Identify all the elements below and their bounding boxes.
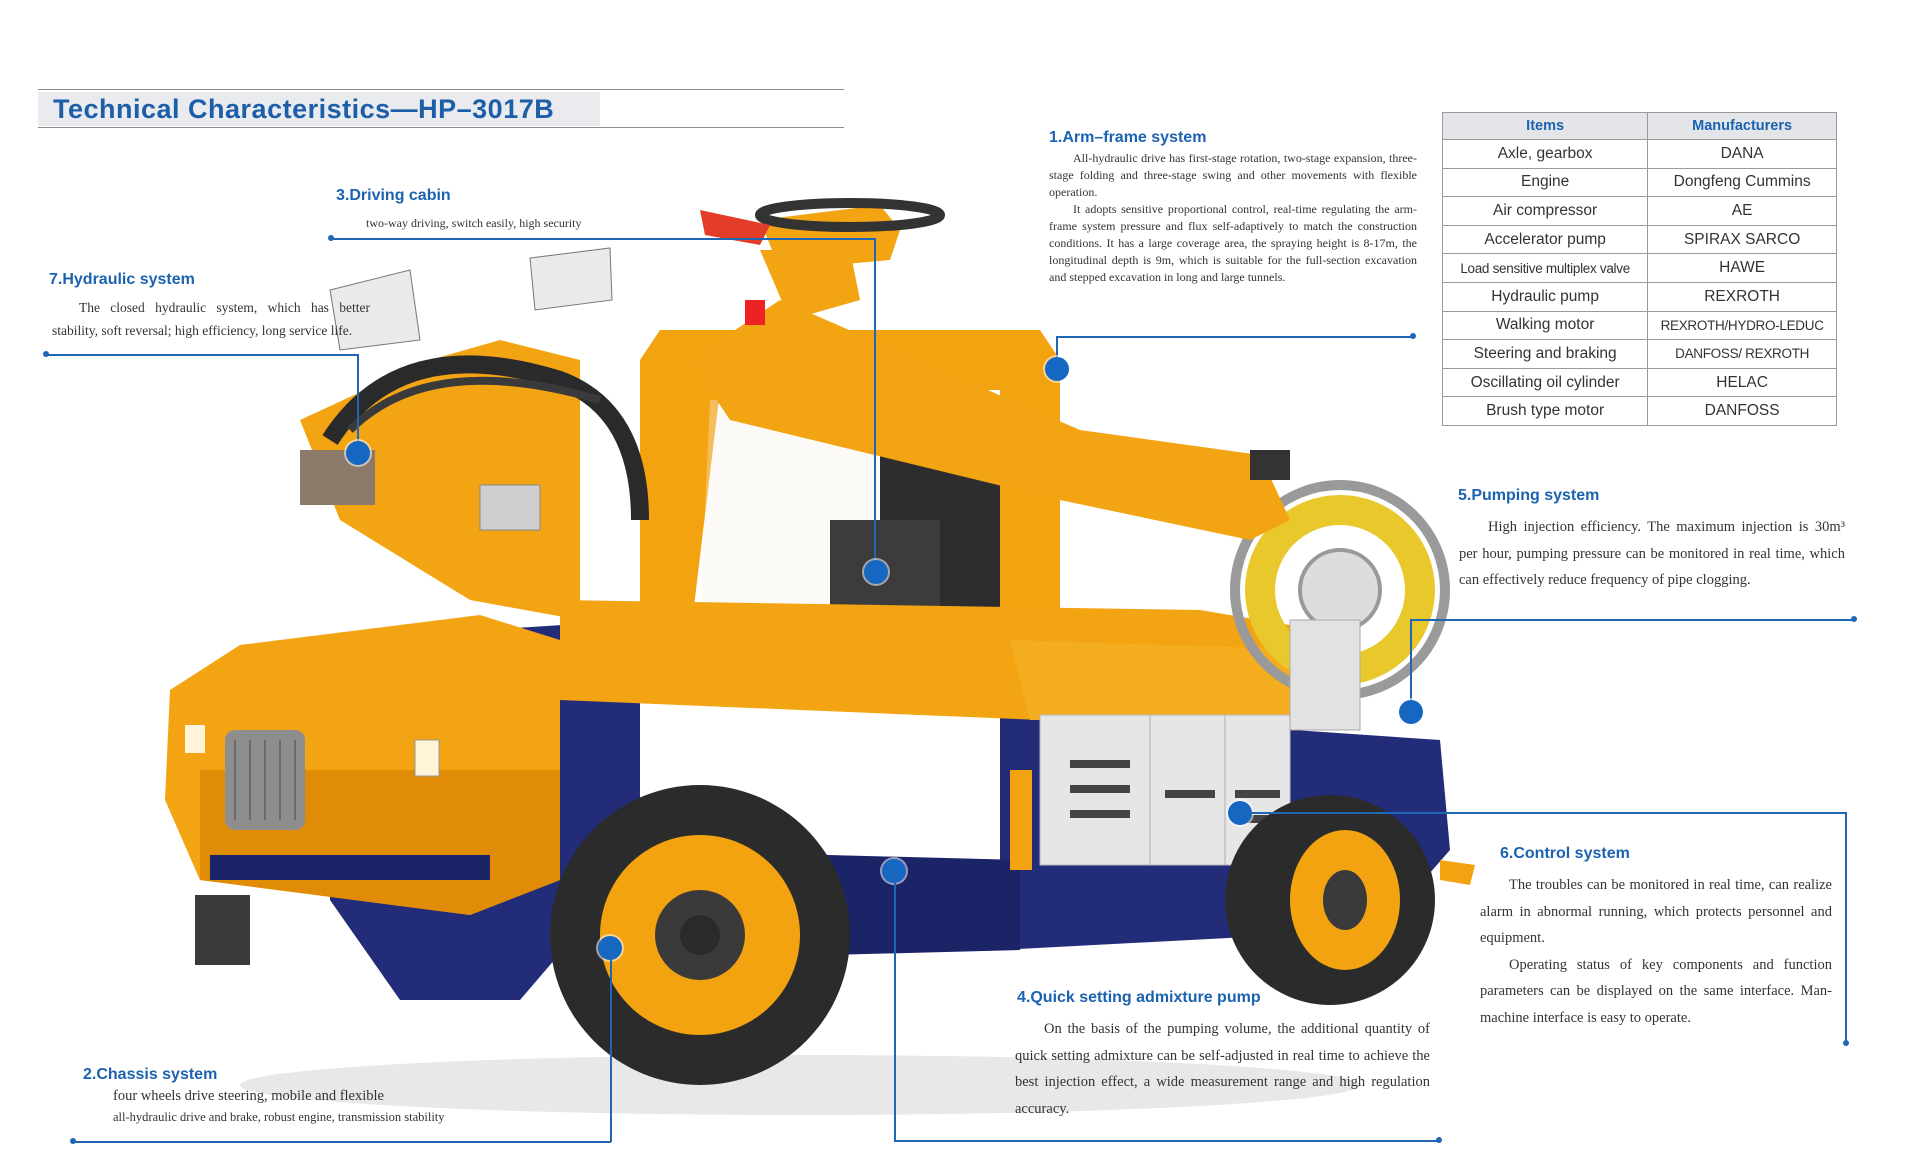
chassis-leader-v (610, 948, 612, 1142)
manufacturers-table (1442, 112, 1837, 426)
control-paragraph-2: Operating status of key components and function parameters can be displayed on the same interface. Man-machine interface is easy to operate. (1480, 956, 1832, 1026)
driving-cabin-text: two-way driving, switch easily, high security (366, 216, 582, 230)
arm-frame-paragraph-1: All-hydraulic drive has first-stage rotation, two-stage expansion, three-stage folding and three-stage swing and other movements with flexible operation. (1049, 151, 1417, 199)
table-header-row (1443, 113, 1837, 140)
page-title: Technical Characteristics—HP–3017B (53, 94, 555, 124)
pumping-paragraph: High injection efficiency. The maximum injection is 30m³ per hour, pumping pressure can be monitored in real time, which can effectively reduce frequency of pipe clogging. (1459, 519, 1845, 588)
table-row (1443, 368, 1837, 397)
item-cell: Air compressor (1443, 197, 1648, 226)
chassis-text-line-2: all-hydraulic drive and brake, robust engine, transmission stability (113, 1110, 445, 1124)
hydraulic-leader-v (357, 354, 359, 452)
manufacturer-cell: HELAC (1648, 368, 1837, 397)
table-row (1443, 225, 1837, 254)
manufacturer-cell: SPIRAX SARCO (1648, 225, 1837, 254)
driving-cabin-leader-h (331, 238, 875, 240)
item-cell: Steering and braking (1443, 340, 1648, 369)
hydraulic-leader-h (46, 354, 358, 356)
control-title: 6.Control system (1500, 845, 1630, 862)
chassis-text-line-1: four wheels drive steering, mobile and flexible (113, 1088, 384, 1104)
manufacturer-cell: REXROTH/HYDRO-LEDUC (1648, 311, 1837, 340)
driving-cabin-marker (864, 560, 888, 584)
admixture-pump-paragraph: On the basis of the pumping volume, the additional quantity of quick setting admixture can be self-adjusted in real time to achieve the best injection effect, a wide measurement range and high regulation accuracy. (1015, 1021, 1430, 1117)
arm-frame-marker (1045, 357, 1069, 381)
manufacturer-cell: DANFOSS (1648, 397, 1837, 426)
manufacturer-cell: AE (1648, 197, 1837, 226)
item-cell: Accelerator pump (1443, 225, 1648, 254)
hydraulic-marker (346, 441, 370, 465)
chassis-title: 2.Chassis system (83, 1066, 218, 1083)
item-cell: Axle, gearbox (1443, 140, 1648, 169)
table-row (1443, 340, 1837, 369)
pumping-marker (1399, 700, 1423, 724)
table-row (1443, 168, 1837, 197)
item-cell: Load sensitive multiplex valve (1443, 254, 1648, 283)
arm-frame-text (1049, 150, 1417, 286)
pumping-leader-v (1410, 619, 1412, 711)
table-row (1443, 254, 1837, 283)
pumping-text (1459, 514, 1845, 594)
manufacturer-cell: DANFOSS/ REXROTH (1648, 340, 1837, 369)
chassis-leader-h (73, 1141, 611, 1143)
table-row (1443, 282, 1837, 311)
manufacturer-cell: HAWE (1648, 254, 1837, 283)
table-row (1443, 311, 1837, 340)
table-row (1443, 397, 1837, 426)
control-leader-end (1843, 1040, 1849, 1046)
item-cell: Oscillating oil cylinder (1443, 368, 1648, 397)
manufacturer-cell: DANA (1648, 140, 1837, 169)
manufacturer-cell: Dongfeng Cummins (1648, 168, 1837, 197)
arm-frame-paragraph-2: It adopts sensitive proportional control, real-time regulating the arm-frame system pressure and flux self-adaptively to match the construction conditions. It has a large coverage area, the spraying height is 8-17m, the longitudinal depth is 9m, which is suitable for the full-section excavation and stepped excavation in long and large tunnels. (1049, 202, 1417, 284)
driving-cabin-leader-v (874, 238, 876, 571)
control-leader-h (1240, 812, 1846, 814)
control-text (1480, 872, 1832, 1031)
column-header-items: Items (1443, 113, 1648, 140)
admixture-pump-title: 4.Quick setting admixture pump (1017, 989, 1261, 1006)
table-row (1443, 197, 1837, 226)
driving-cabin-title: 3.Driving cabin (336, 187, 451, 204)
pumping-title: 5.Pumping system (1458, 487, 1600, 504)
hydraulic-title: 7.Hydraulic system (49, 271, 195, 288)
chassis-leader-end (70, 1138, 76, 1144)
column-header-manufacturers: Manufacturers (1648, 113, 1837, 140)
admixture-pump-leader-end (1436, 1137, 1442, 1143)
pumping-leader-h (1410, 619, 1853, 621)
item-cell: Walking motor (1443, 311, 1648, 340)
hydraulic-paragraph: The closed hydraulic system, which has better stability, soft reversal; high efficiency, long service life. (52, 300, 370, 338)
hydraulic-text (52, 296, 370, 342)
manufacturer-cell: REXROTH (1648, 282, 1837, 311)
admixture-pump-leader-v (894, 871, 896, 1141)
admixture-pump-leader-h (894, 1140, 1439, 1142)
table-row (1443, 140, 1837, 169)
item-cell: Brush type motor (1443, 397, 1648, 426)
item-cell: Hydraulic pump (1443, 282, 1648, 311)
arm-frame-leader-h (1056, 336, 1413, 338)
control-leader-v (1845, 812, 1847, 1042)
arm-frame-title: 1.Arm–frame system (1049, 129, 1207, 146)
admixture-pump-text (1015, 1016, 1430, 1122)
control-paragraph-1: The troubles can be monitored in real time, can realize alarm in abnormal running, which protects personnel and equipment. (1480, 877, 1832, 946)
item-cell: Engine (1443, 168, 1648, 197)
